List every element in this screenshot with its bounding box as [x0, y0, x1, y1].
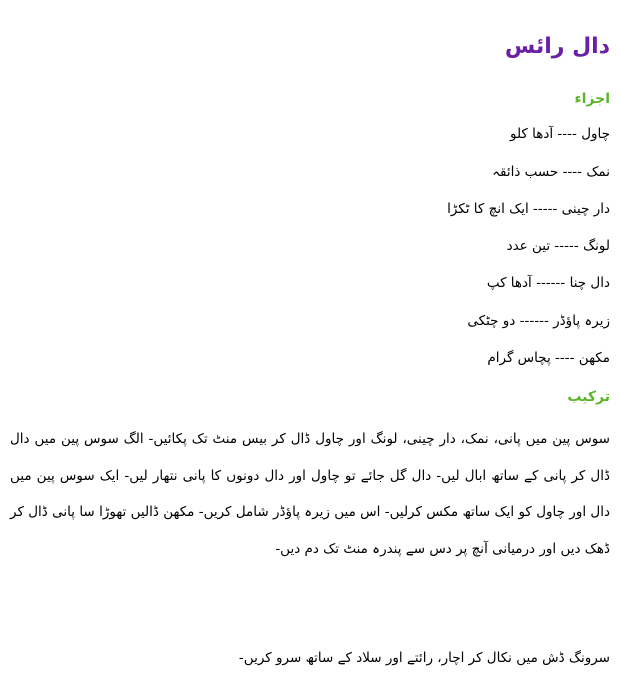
- ingredient-item: زیرہ پاؤڈر ------ دو چٹکی: [467, 313, 610, 329]
- recipe-title: دال رائس: [504, 34, 610, 59]
- serving-paragraph-text: سرونگ ڈش میں نکال کر اچار، رائتے اور سلاد کے ساتھ سرو کریں-: [238, 650, 610, 666]
- serving-paragraph: [10, 640, 610, 677]
- method-paragraph: [10, 421, 610, 567]
- method-heading: ترکیب: [567, 389, 610, 405]
- method-paragraph-text: سوس پین میں پانی، نمک، دار چینی، لونگ اور چاول ڈال کر بیس منٹ تک پکائیں- الگ سوس پین میں دال ڈال کر پانی کے ساتھ ابال لیں- دال گل جائے تو چاول اور دال دونوں کا پانی نتھار لیں- ایک سوس پین میں دال اور چاول کو ایک ساتھ مکس کرلیں- اس میں زیرہ پاؤڈر شامل کریں- مکھن ڈالیں تھوڑا سا پانی ڈال کر ڈھک دیں اور درمیانی آنچ پر دس سے پندرہ منٹ تک دم دیں-: [10, 431, 610, 557]
- ingredient-item: مکھن ---- پچاس گرام: [487, 350, 610, 366]
- ingredient-item: دال چنا ------ آدھا کپ: [486, 275, 610, 291]
- ingredients-heading: اجزاء: [574, 91, 610, 107]
- ingredient-item: دار چینی ----- ایک انچ کا ٹکڑا: [447, 201, 610, 217]
- ingredient-item: چاول ---- آدھا کلو: [509, 126, 610, 142]
- ingredient-item: نمک ---- حسب ذائقہ: [492, 164, 610, 180]
- ingredient-item: لونگ ----- تین عدد: [506, 238, 610, 254]
